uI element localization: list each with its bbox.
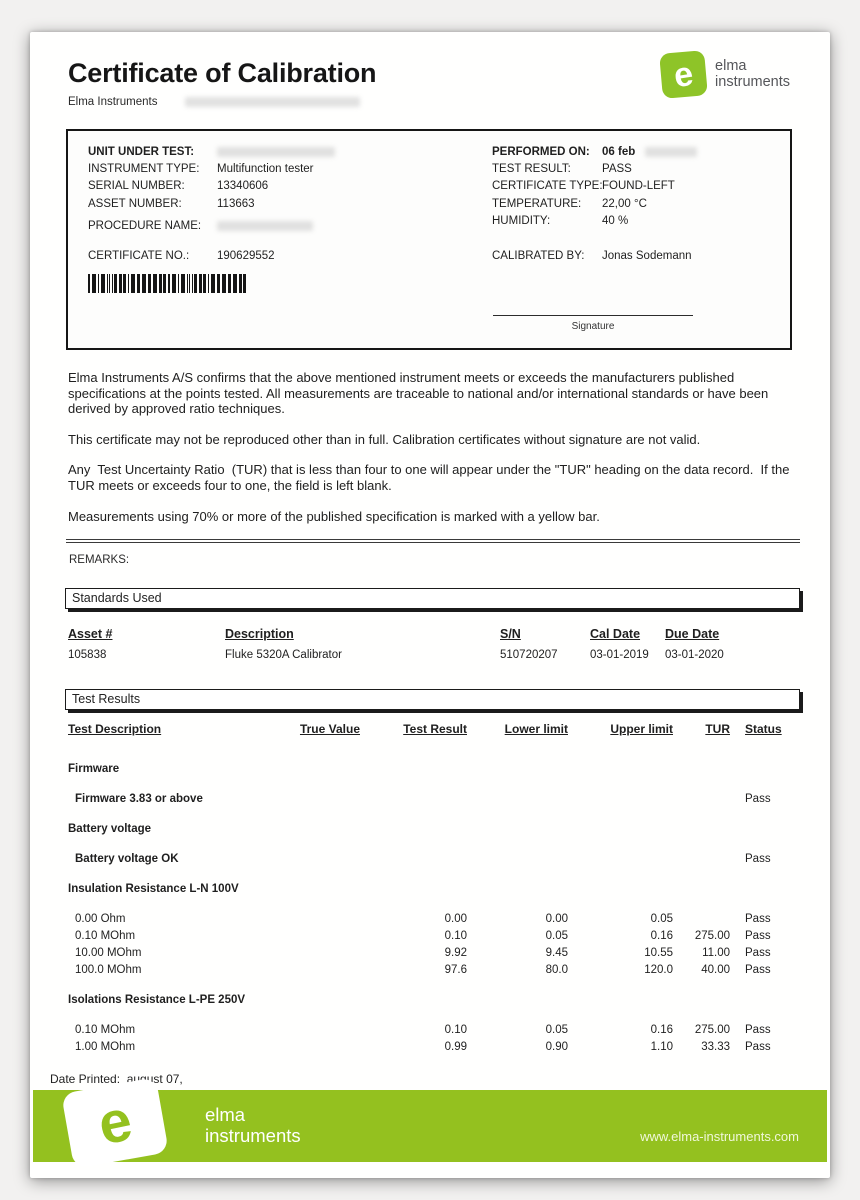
signature-area	[493, 315, 693, 332]
lower-limit: 0.05	[545, 1024, 568, 1037]
test-row	[68, 851, 805, 868]
standards-cell: 105838	[68, 649, 107, 662]
company-name: Elma Instruments	[68, 96, 158, 108]
info-label: UNIT UNDER TEST:	[88, 146, 195, 158]
standards-header-cell: S/N	[500, 627, 521, 642]
status-value: Pass	[745, 947, 771, 960]
calibrated-by-row	[492, 250, 692, 262]
true-value	[288, 911, 360, 928]
upper-limit: 120.0	[644, 964, 673, 977]
info-row	[88, 161, 478, 178]
brand-logo	[661, 52, 790, 97]
info-label: PERFORMED ON:	[492, 146, 590, 158]
upper-limit	[568, 851, 673, 868]
col-status: Status	[745, 722, 782, 737]
upper-limit: 1.10	[650, 1041, 673, 1054]
true-value	[288, 1039, 360, 1056]
lower-limit: 0.05	[545, 930, 568, 943]
document-page	[30, 32, 830, 1178]
calibrated-by-label: CALIBRATED BY:	[492, 250, 585, 262]
tur-value: 40.00	[701, 964, 730, 977]
standards-header-cell: Description	[225, 627, 294, 642]
standards-header-cell: Asset #	[68, 627, 113, 642]
standards-section-title: Standards Used	[72, 591, 162, 606]
test-row	[68, 1022, 805, 1039]
barcode	[88, 274, 248, 293]
standards-header-cell: Cal Date	[590, 627, 641, 642]
info-label: TEST RESULT:	[492, 163, 571, 176]
elma-logo-icon: e	[659, 50, 708, 99]
lower-limit: 80.0	[545, 964, 568, 977]
certificate-number-label: CERTIFICATE NO.:	[88, 250, 190, 262]
col-true-value: True Value	[299, 722, 360, 737]
test-description: Battery voltage OK	[75, 853, 179, 866]
lower-limit	[467, 851, 568, 868]
col-lower-limit: Lower limit	[504, 722, 568, 737]
info-row	[492, 213, 822, 230]
date-printed: Date Printed: august 07,	[50, 1072, 183, 1087]
info-value: 13340606	[217, 180, 269, 193]
info-row	[492, 178, 822, 195]
test-result: 0.10	[444, 930, 467, 943]
info-value: 22,00 °C	[602, 197, 647, 210]
info-value: FOUND-LEFT	[602, 180, 675, 193]
col-test-description: Test Description	[68, 722, 162, 737]
info-row	[492, 161, 822, 178]
test-row	[68, 945, 805, 962]
tur-value	[673, 851, 730, 868]
true-value	[288, 962, 360, 979]
remarks-label: REMARKS:	[69, 554, 130, 567]
info-value: PASS	[602, 163, 632, 176]
test-result	[360, 851, 467, 868]
test-row	[68, 791, 805, 808]
test-description: 1.00 MOhm	[75, 1041, 136, 1054]
footer	[33, 1087, 827, 1162]
info-value: 113663	[217, 197, 255, 210]
test-results-section-title: Test Results	[72, 692, 141, 707]
test-results-table	[68, 722, 805, 1056]
standards-cell: 03-01-2020	[665, 649, 724, 662]
lower-limit: 0.90	[545, 1041, 568, 1054]
redacted-text	[645, 147, 697, 157]
upper-limit: 0.16	[650, 930, 673, 943]
unit-info-box	[66, 129, 792, 350]
certificate-number-value: 190629552	[217, 250, 275, 262]
test-result: 97.6	[444, 964, 467, 977]
test-group-name: Isolations Resistance L-PE 250V	[68, 994, 246, 1007]
tur-value: 11.00	[702, 947, 730, 960]
standards-header-cell: Due Date	[665, 627, 720, 642]
test-row	[68, 962, 805, 979]
upper-limit: 0.16	[650, 1024, 673, 1037]
test-result: 0.99	[444, 1041, 467, 1054]
info-row	[492, 196, 822, 213]
test-group-name: Insulation Resistance L-N 100V	[68, 883, 239, 896]
info-row	[88, 218, 478, 235]
true-value	[288, 791, 360, 808]
signature-label: Signature	[571, 321, 615, 332]
true-value	[288, 1022, 360, 1039]
document-header	[30, 32, 830, 108]
col-test-result: Test Result	[403, 722, 467, 737]
lower-limit	[467, 791, 568, 808]
info-row	[88, 144, 478, 161]
status-value: Pass	[745, 930, 771, 943]
info-value: 06 feb	[602, 146, 636, 158]
info-label: CERTIFICATE TYPE:	[492, 180, 603, 193]
unit-info-right-column	[492, 144, 822, 230]
test-description: 0.10 MOhm	[75, 930, 136, 943]
statement-paragraph: Any Test Uncertainty Ratio (TUR) that is less than four to one will appear under the "TUR" heading on the data record. If the TUR meets or exceeds four to one, the field is left blank.	[68, 462, 793, 493]
info-row	[88, 178, 478, 195]
statements	[68, 370, 792, 524]
true-value	[288, 945, 360, 962]
certificate-number-row	[88, 250, 275, 262]
test-description: 100.0 MOhm	[75, 964, 142, 977]
standards-table	[68, 626, 805, 663]
statement-paragraph: Measurements using 70% or more of the published specification is marked with a yellow bar.	[68, 508, 600, 524]
upper-limit	[568, 791, 673, 808]
standards-cell: 510720207	[500, 649, 558, 662]
test-row	[68, 1039, 805, 1056]
test-result: 0.10	[444, 1024, 467, 1037]
elma-footer-logo-icon: e	[61, 1077, 169, 1169]
true-value	[288, 851, 360, 868]
status-value: Pass	[745, 913, 771, 926]
test-results-header-row	[68, 722, 805, 736]
status-value: Pass	[745, 1041, 771, 1054]
redacted-text	[185, 97, 360, 107]
info-label: HUMIDITY:	[492, 214, 551, 227]
standards-row	[68, 647, 805, 663]
test-description: 10.00 MOhm	[75, 947, 142, 960]
test-description: 0.10 MOhm	[75, 1024, 136, 1037]
info-row	[88, 196, 478, 213]
statement-paragraph: This certificate may not be reproduced other than in full. Calibration certificates without signature are not valid.	[68, 431, 701, 447]
info-label: ASSET NUMBER:	[88, 197, 182, 210]
lower-limit: 9.45	[545, 947, 568, 960]
test-description: Firmware 3.83 or above	[75, 793, 203, 806]
upper-limit: 0.05	[650, 913, 673, 926]
redacted-text	[217, 147, 335, 157]
test-description: 0.00 Ohm	[75, 913, 126, 926]
upper-limit: 10.55	[644, 947, 673, 960]
info-label: PROCEDURE NAME:	[88, 219, 202, 232]
standards-cell: 03-01-2019	[590, 649, 649, 662]
page-title: Certificate of Calibration	[68, 58, 377, 88]
test-result	[360, 791, 467, 808]
status-value: Pass	[745, 1024, 771, 1037]
test-result: 0.00	[444, 913, 467, 926]
tur-value	[673, 911, 730, 928]
test-result: 9.92	[444, 947, 467, 960]
info-label: TEMPERATURE:	[492, 197, 582, 210]
redacted-text	[217, 221, 313, 231]
info-value: 40 %	[602, 214, 629, 227]
unit-info-left-column	[88, 144, 478, 235]
standards-cell: Fluke 5320A Calibrator	[225, 649, 342, 662]
test-row	[68, 928, 805, 945]
status-value: Pass	[745, 964, 771, 977]
calibrated-by-value: Jonas Sodemann	[602, 250, 692, 262]
tur-value	[673, 791, 730, 808]
standards-section-header	[65, 588, 800, 609]
brand-logo-text: elma instruments	[715, 58, 790, 90]
tur-value: 33.33	[701, 1041, 730, 1054]
tur-value: 275.00	[694, 930, 730, 943]
test-row	[68, 911, 805, 928]
info-value: Multifunction tester	[217, 163, 314, 176]
status-value: Pass	[745, 793, 771, 806]
test-results-section-header	[65, 689, 800, 710]
info-label: SERIAL NUMBER:	[88, 180, 185, 193]
footer-logo-text: elma instruments	[205, 1104, 301, 1146]
true-value	[288, 928, 360, 945]
col-upper-limit: Upper limit	[610, 722, 673, 737]
divider-double-rule	[66, 539, 800, 543]
signature-line	[493, 315, 693, 316]
standards-header-row	[68, 626, 805, 642]
test-group-name: Firmware	[68, 763, 120, 776]
test-group-name: Battery voltage	[68, 823, 152, 836]
statement-paragraph: Elma Instruments A/S confirms that the above mentioned instrument meets or exceeds the manufacturers published specifications at the points tested. All measurements are traceable to national and/or international standards or have been derived by approved ratio techniques.	[68, 370, 772, 417]
info-label: INSTRUMENT TYPE:	[88, 163, 200, 176]
footer-website-url: www.elma-instruments.com	[640, 1129, 799, 1144]
lower-limit: 0.00	[545, 913, 568, 926]
company-line	[68, 96, 792, 108]
tur-value: 275.00	[694, 1024, 730, 1037]
info-row	[492, 144, 822, 161]
col-tur: TUR	[705, 722, 730, 737]
status-value: Pass	[745, 853, 771, 866]
